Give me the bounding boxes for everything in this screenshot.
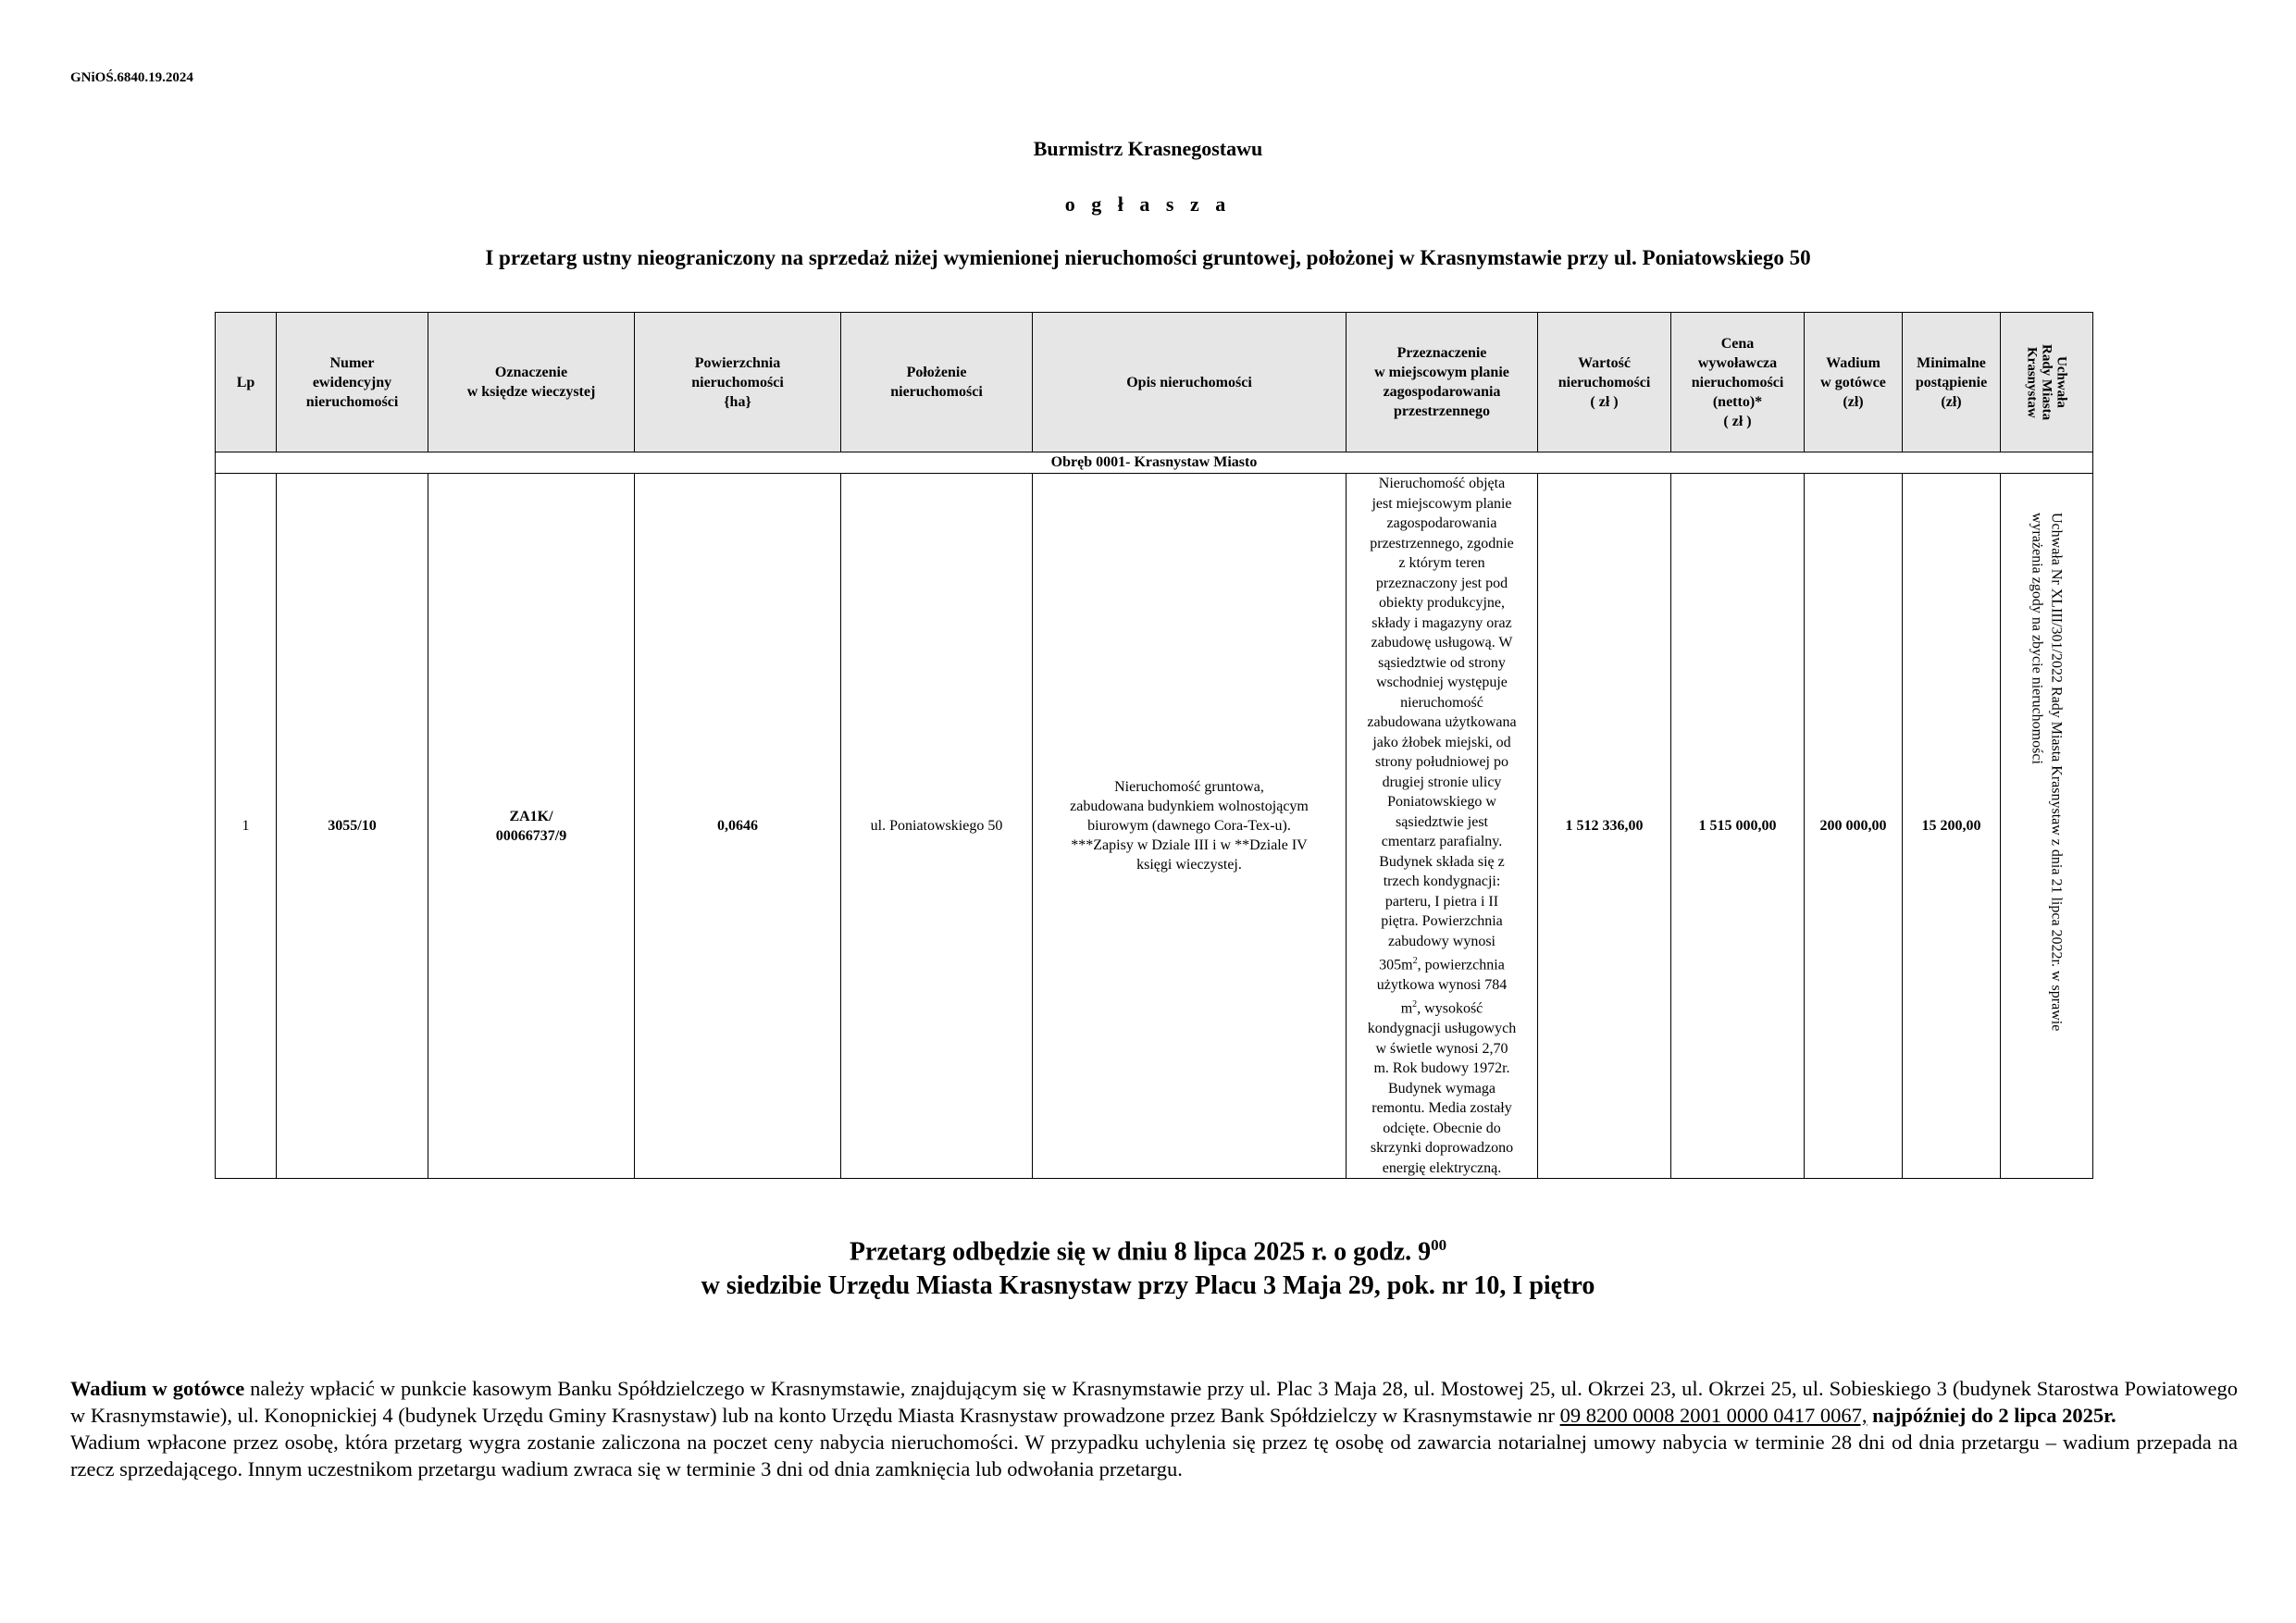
deposit-text: należy wpłacić w punkcie kasowym Banku Spółdzielczego w Krasnymstawie, znajdującym się w Krasnymstawie przy ul. Plac 3 Maja 28, ul. Mostowej 25, ul. Okrzei 23, ul. Okrzei 25, ul. Sobieskiego 3 (budynek Starostwa Powiatowego w Krasnymstawie), ul. Konopnickiej 4 (budynek Urzędu Gminy Krasnystaw) lub na konto Urzędu Miasta Krasnystaw prowadzone przez Bank Spółdzielczy w Krasnymstawie nr <box>70 1377 2238 1427</box>
cell-area: 0,0646 <box>635 474 841 1179</box>
header-purpose: Przeznaczenie w miejscowym planie zagospodarowania przestrzennego <box>1347 313 1538 452</box>
header-location: Położenie nieruchomości <box>841 313 1033 452</box>
header-parcel-number: Numer ewidencyjny nieruchomości <box>277 313 428 452</box>
description-text: Nieruchomość gruntowa, zabudowana budynkiem wolnostojącym biurowym (dawnego Cora-Tex-u). ***Zapisy w Dziale III i w **Dziale IV księgi wieczystej. <box>1070 779 1309 873</box>
deposit-lead: Wadium w gotówce <box>70 1377 245 1400</box>
cell-land-register: ZA1K/ 00066737/9 <box>428 474 635 1179</box>
header-description: Opis nieruchomości <box>1033 313 1347 452</box>
header-starting-price: Cena wywoławcza nieruchomości (netto)* ( zł ) <box>1671 313 1805 452</box>
header-deposit: Wadium w gotówce (zł) <box>1805 313 1903 452</box>
auction-date-text: Przetarg odbędzie się w dniu 8 lipca 2025 r. o godz. 9 <box>849 1237 1432 1267</box>
deposit-paragraph-1 <box>70 1375 2238 1429</box>
cell-starting-price: 1 515 000,00 <box>1671 474 1805 1179</box>
auction-date-line <box>0 1236 2296 1267</box>
deposit-paragraph-2: Wadium wpłacone przez osobę, która przetarg wygra zostanie zaliczona na poczet ceny nabycia nieruchomości. W przypadku uchylenia się przez tę osobę od zawarcia notarialnej umowy nabycia w terminie 28 dni od dnia przetargu – wadium przepada na rzecz sprzedającego. Innym uczestnikom przetargu wadium zwraca się w terminie 3 dni od dnia zamknięcia lub odwołania przetargu. <box>70 1431 2238 1481</box>
bank-account-number: 09 8200 0008 2001 0000 0417 0067, <box>1559 1404 1868 1427</box>
deposit-info <box>70 1375 2238 1482</box>
purpose-superscript-1: 2 <box>1412 956 1418 966</box>
purpose-text-part1: Nieruchomość objęta jest miejscowym planie zagospodarowania przestrzennego, zgodnie z którym teren przeznaczony jest pod obiekty produkcyjne, składy i magazyny oraz zabudowę usługową. W sąsiedztwie od strony wschodniej występuje nieruchomość zabudowana użytkowana jako żłobek miejski, od strony południowej po drugiej stronie ulicy Poniatowskiego w sąsiedztwie jest cmentarz parafialny. Budynek składa się z trzech kondygnacji: parteru, I pietra i II piętra. Powierzchnia zabudowy wynosi 305m <box>1367 476 1517 973</box>
document-reference-number: GNiOŚ.6840.19.2024 <box>70 70 193 85</box>
resolution-text: Uchwała Nr XLIII/301/2022 Rady Miasta Krasnystaw z dnia 21 lipca 2022r. w sprawie wyrażenia zgody na zbycie nieruchomości <box>2029 513 2065 1032</box>
cell-location: ul. Poniatowskiego 50 <box>841 474 1033 1179</box>
cell-purpose <box>1347 474 1538 1179</box>
auction-place-line: w siedzibie Urzędu Miasta Krasnystaw przy Placu 3 Maja 29, pok. nr 10, I piętro <box>701 1271 1595 1300</box>
cell-description <box>1033 474 1347 1179</box>
auction-time-minutes: 00 <box>1431 1236 1447 1254</box>
cell-deposit: 200 000,00 <box>1805 474 1903 1179</box>
header-area: Powierzchnia nieruchomości {ha} <box>635 313 841 452</box>
header-min-increment: Minimalne postąpienie (zł) <box>1903 313 2001 452</box>
cell-resolution <box>2001 474 2093 1179</box>
announces-heading: o g ł a s z a <box>1064 192 1232 216</box>
property-table <box>215 312 2093 1179</box>
cell-lp: 1 <box>216 474 277 1179</box>
cell-min-increment: 15 200,00 <box>1903 474 2001 1179</box>
cell-value: 1 512 336,00 <box>1538 474 1671 1179</box>
precinct-row <box>216 452 2093 474</box>
header-value: Wartość nieruchomości ( zł ) <box>1538 313 1671 452</box>
header-lp: Lp <box>216 313 277 452</box>
purpose-text-part3: , wysokość kondygnacji usługowych w świetle wynosi 2,70 m. Rok budowy 1972r. Budynek wymaga remontu. Media zostały odcięte. Obecnie do skrzynki doprowadzono energię elektryczną. <box>1367 1000 1517 1176</box>
authority-heading: Burmistrz Krasnegostawu <box>1033 137 1263 160</box>
table-row <box>216 474 2093 1179</box>
cell-parcel-number: 3055/10 <box>277 474 428 1179</box>
header-resolution <box>2001 313 2093 452</box>
purpose-superscript-2: 2 <box>1412 999 1418 1010</box>
header-resolution-label: Uchwała Rady Miasta Krasnystaw <box>2024 343 2069 421</box>
precinct-label: Obręb 0001- Krasnystaw Miasto <box>216 452 2093 474</box>
deposit-deadline: najpóźniej do 2 lipca 2025r. <box>1867 1404 2116 1427</box>
header-land-register: Oznaczenie w księdze wieczystej <box>428 313 635 452</box>
auction-subject-heading: I przetarg ustny nieograniczony na sprzedaż niżej wymienionej nieruchomości gruntowej, położonej w Krasnymstawie przy ul. Poniatowskiego 50 <box>485 246 1811 269</box>
purpose-text-part2: , powierzchnia użytkowa wynosi 784 m <box>1376 957 1508 1017</box>
table-header-row <box>216 313 2093 452</box>
